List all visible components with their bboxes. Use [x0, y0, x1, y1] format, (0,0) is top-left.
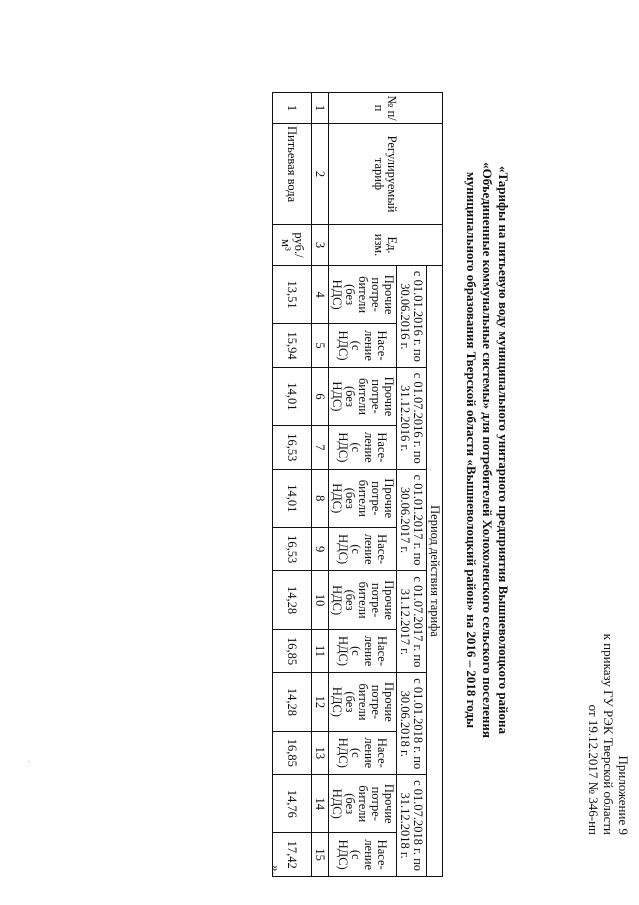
header-num: № п/ п: [329, 93, 443, 124]
column-index: 2: [312, 124, 329, 225]
period-range: с 01.07.2018 г. по 31.12.2018 г.: [397, 775, 427, 877]
subheader-other: Прочие потре- бители (без НДС): [329, 673, 397, 731]
subheader-population: Насе- ление (с НДС): [329, 833, 397, 877]
tariff-value: 14,28: [273, 673, 312, 731]
appendix-line-1: Приложение 9: [616, 755, 631, 835]
header-period: Период действия тарифа: [427, 266, 443, 877]
title-line-3: муниципального образования Тверской области «Вышневолоцкий район» на 2016 – 2018 годы: [464, 171, 479, 729]
period-range: с 01.01.2017 г. по 30.06.2017 г.: [397, 469, 427, 571]
column-index: 4: [312, 266, 329, 324]
row-unit: руб./м³: [273, 225, 312, 266]
column-index: 12: [312, 673, 329, 731]
column-index: 14: [312, 775, 329, 833]
column-index: 10: [312, 571, 329, 629]
header-unit: Ед. изм.: [329, 225, 443, 266]
row-name: Питьевая вода: [273, 124, 312, 225]
title-line-1: «Тарифы на питьевую воду муниципального унитарного предприятия Вышневолоцкого района: [496, 165, 511, 735]
tariff-value: 15,94: [273, 324, 312, 368]
tariff-value: 13,51: [273, 266, 312, 324]
tariff-value: 17,42: [273, 833, 312, 877]
appendix-note: [586, 634, 631, 835]
appendix-line-2: к приказу ГУ РЭК Тверской области: [601, 633, 616, 835]
document-title: [463, 100, 511, 800]
subheader-population: Насе- ление (с НДС): [329, 426, 397, 470]
closing-quote: ».: [269, 865, 284, 875]
tariff-value: 14,28: [273, 571, 312, 629]
scan-mark: ·: [24, 760, 33, 763]
subheader-population: Насе- ление (с НДС): [329, 324, 397, 368]
table-row: [273, 93, 312, 877]
subheader-population: Насе- ление (с НДС): [329, 731, 397, 775]
column-index: 9: [312, 527, 329, 571]
tariff-table: [272, 92, 443, 877]
appendix-line-3: от 19.12.2017 № 346-нп: [586, 704, 601, 835]
subheader-other: Прочие потре- бители (без НДС): [329, 571, 397, 629]
column-index: 5: [312, 324, 329, 368]
tariff-value: 16,53: [273, 426, 312, 470]
column-index: 1: [312, 93, 329, 124]
tariff-value: 14,01: [273, 469, 312, 527]
subheader-other: Прочие потре- бители (без НДС): [329, 367, 397, 425]
row-num: 1: [273, 93, 312, 124]
header-name: Регулируемый тариф: [329, 124, 443, 225]
subheader-other: Прочие потре- бители (без НДС): [329, 775, 397, 833]
tariff-value: 14,76: [273, 775, 312, 833]
period-range: с 01.01.2018 г. по 30.06.2018 г.: [397, 673, 427, 775]
column-index: 11: [312, 629, 329, 673]
column-index: 15: [312, 833, 329, 877]
title-line-2: «Объединенные коммунальные системы» для потребителей Холохоленского сельского поселения: [480, 162, 495, 738]
column-index: 7: [312, 426, 329, 470]
period-range: с 01.01.2016 г. по 30.06.2016 г.: [397, 266, 427, 368]
subheader-population: Насе- ление (с НДС): [329, 629, 397, 673]
period-range: с 01.07.2017 г. по 31.12.2017 г.: [397, 571, 427, 673]
subheader-other: Прочие потре- бители (без НДС): [329, 266, 397, 324]
tariff-value: 14,01: [273, 367, 312, 425]
tariff-value: 16,85: [273, 629, 312, 673]
column-index: 6: [312, 367, 329, 425]
subheader-population: Насе- ление (с НДС): [329, 527, 397, 571]
column-index-row: [312, 93, 329, 877]
tariff-value: 16,85: [273, 731, 312, 775]
column-index: 13: [312, 731, 329, 775]
tariff-value: 16,53: [273, 527, 312, 571]
column-index: 3: [312, 225, 329, 266]
column-index: 8: [312, 469, 329, 527]
subheader-other: Прочие потре- бители (без НДС): [329, 469, 397, 527]
period-range: с 01.07.2016 г. по 31.12.2016 г.: [397, 367, 427, 469]
